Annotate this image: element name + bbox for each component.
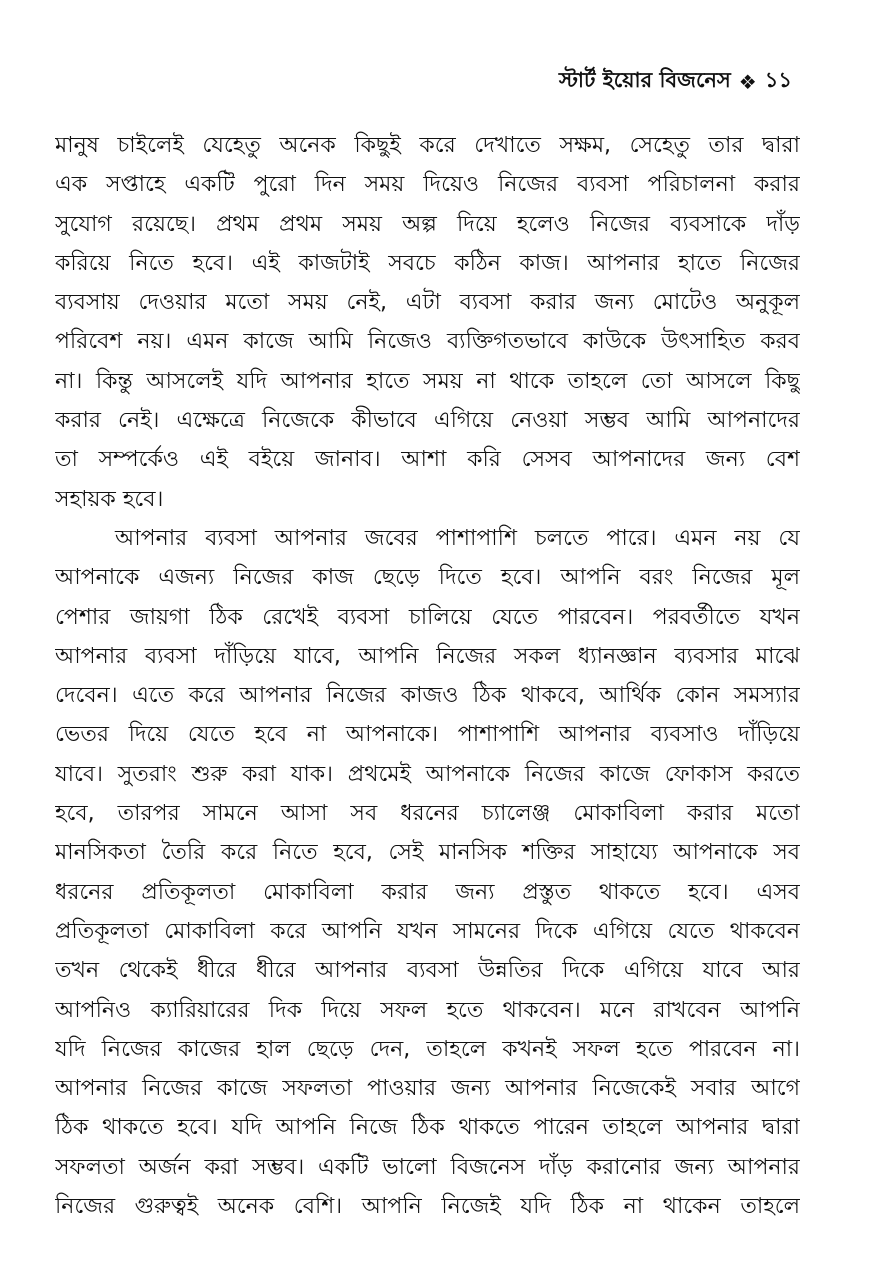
text-line: পেশার জায়গা ঠিক রেখেই ব্যবসা চালিয়ে যেতে পারবেন। পরবর্তীতে যখন: [55, 604, 800, 630]
diamond-ornament-icon: ❖: [738, 69, 757, 94]
text-line: তা সম্পর্কেও এই বইয়ে জানাব। আশা করি সেসব আপনাদের জন্য বেশ: [55, 447, 800, 473]
text-line: তখন থেকেই ধীরে ধীরে আপনার ব্যবসা উন্নতির দিকে এগিয়ে যাবে আর: [55, 958, 800, 984]
text-line: সফলতা অর্জন করা সম্ভব। একটি ভালো বিজনেস দাঁড় করানোর জন্য আপনার: [55, 1154, 800, 1180]
text-line: আপনাকে এজন্য নিজের কাজ ছেড়ে দিতে হবে। আপনি বরং নিজের মূল: [55, 565, 800, 591]
text-line: ঠিক থাকতে হবে। যদি আপনি নিজে ঠিক থাকতে পারেন তাহলে আপনার দ্বারা: [55, 1115, 800, 1141]
text-line: যদি নিজের কাজের হাল ছেড়ে দেন, তাহলে কখনই সফল হতে পারবেন না।: [55, 1036, 800, 1062]
book-title: স্টার্ট ইয়োর বিজনেস: [558, 68, 731, 92]
text-line: মানসিকতা তৈরি করে নিতে হবে, সেই মানসিক শক্তির সাহায্যে আপনাকে সব: [55, 840, 800, 866]
text-line: প্রতিকূলতা মোকাবিলা করে আপনি যখন সামনের দিকে এগিয়ে যেতে থাকবেন: [55, 918, 800, 944]
text-line: মানুষ চাইলেই যেহেতু অনেক কিছুই করে দেখাতে সক্ষম, সেহেতু তার দ্বারা: [55, 133, 800, 158]
text-line: করিয়ে নিতে হবে। এই কাজটাই সবচে কঠিন কাজ। আপনার হাতে নিজের: [55, 250, 800, 276]
text-line: ভেতর দিয়ে যেতে হবে না আপনাকে। পাশাপাশি আপনার ব্যবসাও দাঁড়িয়ে: [55, 722, 800, 748]
text-line: যাবে। সুতরাং শুরু করা যাক। প্রথমেই আপনাকে নিজের কাজে ফোকাস করতে: [55, 761, 800, 787]
text-line: সুযোগ রয়েছে। প্রথম প্রথম সময় অল্প দিয়ে হলেও নিজের ব্যবসাকে দাঁড়: [55, 211, 800, 237]
paragraph-start-line: আপনার ব্যবসা আপনার জবের পাশাপাশি চলতে পারে। এমন নয় যে: [115, 525, 800, 551]
text-line: না। কিন্তু আসলেই যদি আপনার হাতে সময় না থাকে তাহলে তো আসলে কিছু: [55, 368, 800, 394]
text-line: ব্যবসায় দেওয়ার মতো সময় নেই, এটা ব্যবসা করার জন্য মোটেও অনুকূল: [55, 290, 800, 316]
text-line: করার নেই। এক্ষেত্রে নিজেকে কীভাবে এগিয়ে নেওয়া সম্ভব আমি আপনাদের: [55, 408, 800, 434]
text-line: আপনার ব্যবসা দাঁড়িয়ে যাবে, আপনি নিজের সকল ধ্যানজ্ঞান ব্যবসার মাঝে: [55, 643, 800, 669]
text-line: দেবেন। এতে করে আপনার নিজের কাজও ঠিক থাকবে, আর্থিক কোন সমস্যার: [55, 683, 800, 709]
text-line: ধরনের প্রতিকূলতা মোকাবিলা করার জন্য প্রস্তুত থাকতে হবে। এসব: [55, 879, 800, 905]
running-header: [559, 64, 792, 99]
text-line: হবে, তারপর সামনে আসা সব ধরনের চ্যালেঞ্জ মোকাবিলা করার মতো: [55, 801, 800, 827]
body-text: [55, 126, 800, 1226]
text-line: এক সপ্তাহে একটি পুরো দিন সময় দিয়েও নিজের ব্যবসা পরিচালনা করার: [55, 172, 800, 198]
text-line: আপনার নিজের কাজে সফলতা পাওয়ার জন্য আপনার নিজেকেই সবার আগে: [55, 1076, 800, 1102]
paragraph-end-line: সহায়ক হবে।: [55, 486, 164, 512]
text-line: নিজের গুরুত্বই অনেক বেশি। আপনি নিজেই যদি ঠিক না থাকেন তাহলে: [55, 1194, 800, 1220]
page-number: ১১: [764, 68, 792, 92]
text-line: আপনিও ক্যারিয়ারের দিক দিয়ে সফল হতে থাকবেন। মনে রাখবেন আপনি: [55, 997, 800, 1023]
text-line: পরিবেশ নয়। এমন কাজে আমি নিজেও ব্যক্তিগতভাবে কাউকে উৎসাহিত করব: [55, 329, 800, 355]
